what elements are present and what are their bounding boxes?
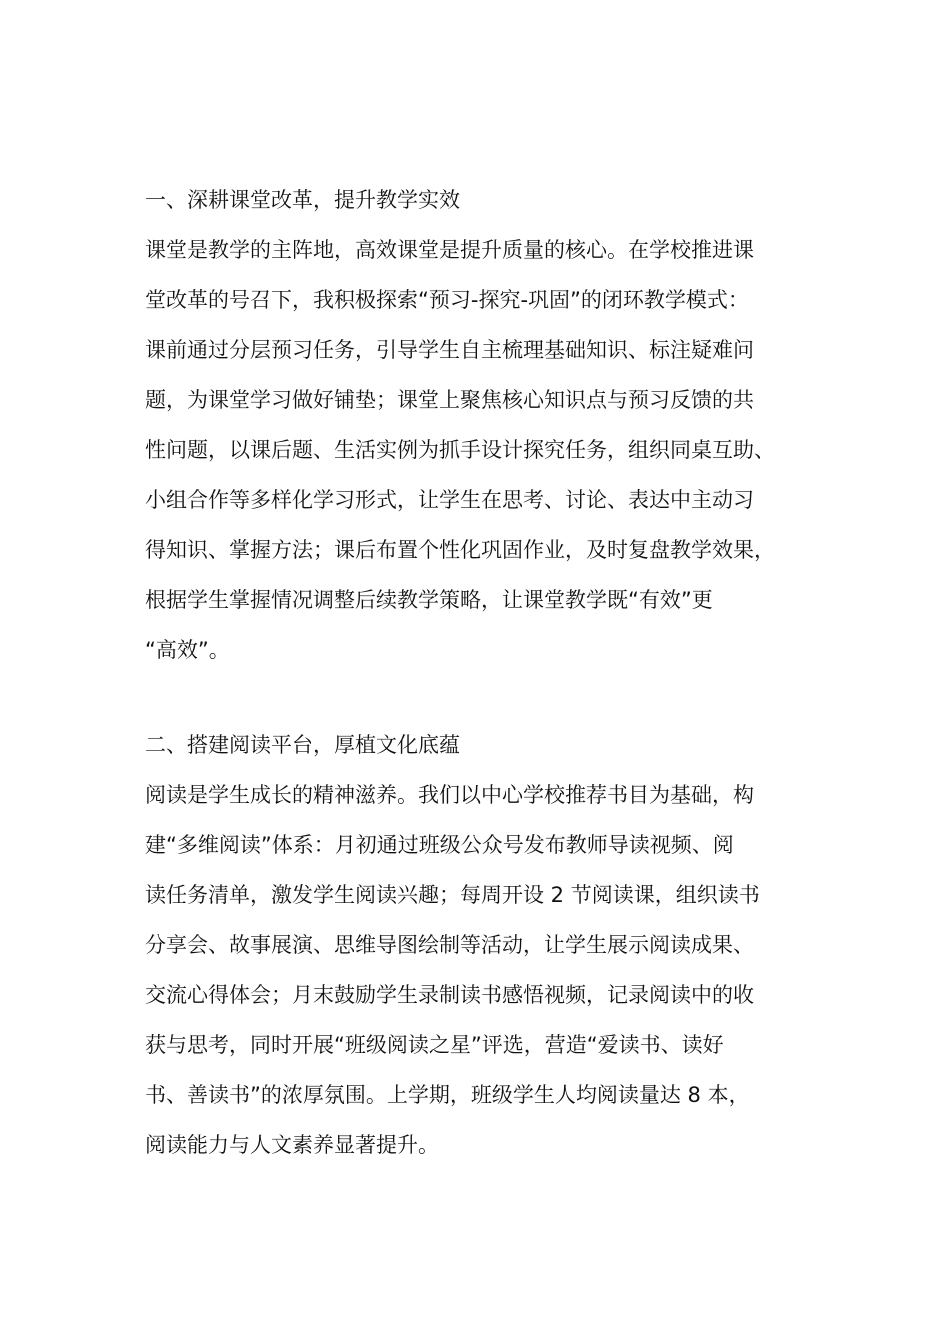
section-heading: 二、搭建阅读平台，厚植文化底蕴 (145, 733, 460, 757)
paragraph-line: 读任务清单，激发学生阅读兴趣；每周开设 2 节阅读课，组织读书 (145, 883, 760, 907)
paragraph-line: 交流心得体会；月末鼓励学生录制读书感悟视频，记录阅读中的收 (145, 983, 754, 1007)
paragraph-line: 得知识、掌握方法；课后布置个性化巩固作业，及时复盘教学效果， (145, 538, 775, 562)
section-paragraph (145, 770, 825, 1170)
section-classroom-reform (145, 180, 825, 675)
paragraph-line: 性问题，以课后题、生活实例为抓手设计探究任务，组织同桌互助、 (145, 438, 775, 462)
paragraph-line: 课堂是教学的主阵地，高效课堂是提升质量的核心。在学校推进课 (145, 238, 754, 262)
paragraph-line: “高效”。 (145, 638, 230, 662)
paragraph-line: 阅读能力与人文素养显著提升。 (145, 1133, 439, 1157)
paragraph-line: 小组合作等多样化学习形式，让学生在思考、讨论、表达中主动习 (145, 488, 754, 512)
paragraph-line: 获与思考，同时开展“班级阅读之星”评选，营造“爱读书、读好 (145, 1033, 724, 1057)
document-body (145, 180, 825, 1170)
section-reading-platform (145, 725, 825, 1170)
section-paragraph (145, 225, 825, 675)
paragraph-line: 题，为课堂学习做好铺垫；课堂上聚焦核心知识点与预习反馈的共 (145, 388, 754, 412)
paragraph-line: 阅读是学生成长的精神滋养。我们以中心学校推荐书目为基础，构 (145, 783, 754, 807)
section-heading: 一、深耕课堂改革，提升教学实效 (145, 188, 460, 212)
paragraph-line: 建“多维阅读”体系：月初通过班级公众号发布教师导读视频、阅 (145, 833, 734, 857)
paragraph-line: 分享会、故事展演、思维导图绘制等活动，让学生展示阅读成果、 (145, 933, 754, 957)
paragraph-line: 课前通过分层预习任务，引导学生自主梳理基础知识、标注疑难问 (145, 338, 754, 362)
paragraph-line: 根据学生掌握情况调整后续教学策略，让课堂教学既“有效”更 (145, 588, 713, 612)
paragraph-line: 堂改革的号召下，我积极探索“预习-探究-巩固”的闭环教学模式： (145, 288, 749, 312)
paragraph-line: 书、善读书”的浓厚氛围。上学期，班级学生人均阅读量达 8 本， (145, 1083, 750, 1107)
